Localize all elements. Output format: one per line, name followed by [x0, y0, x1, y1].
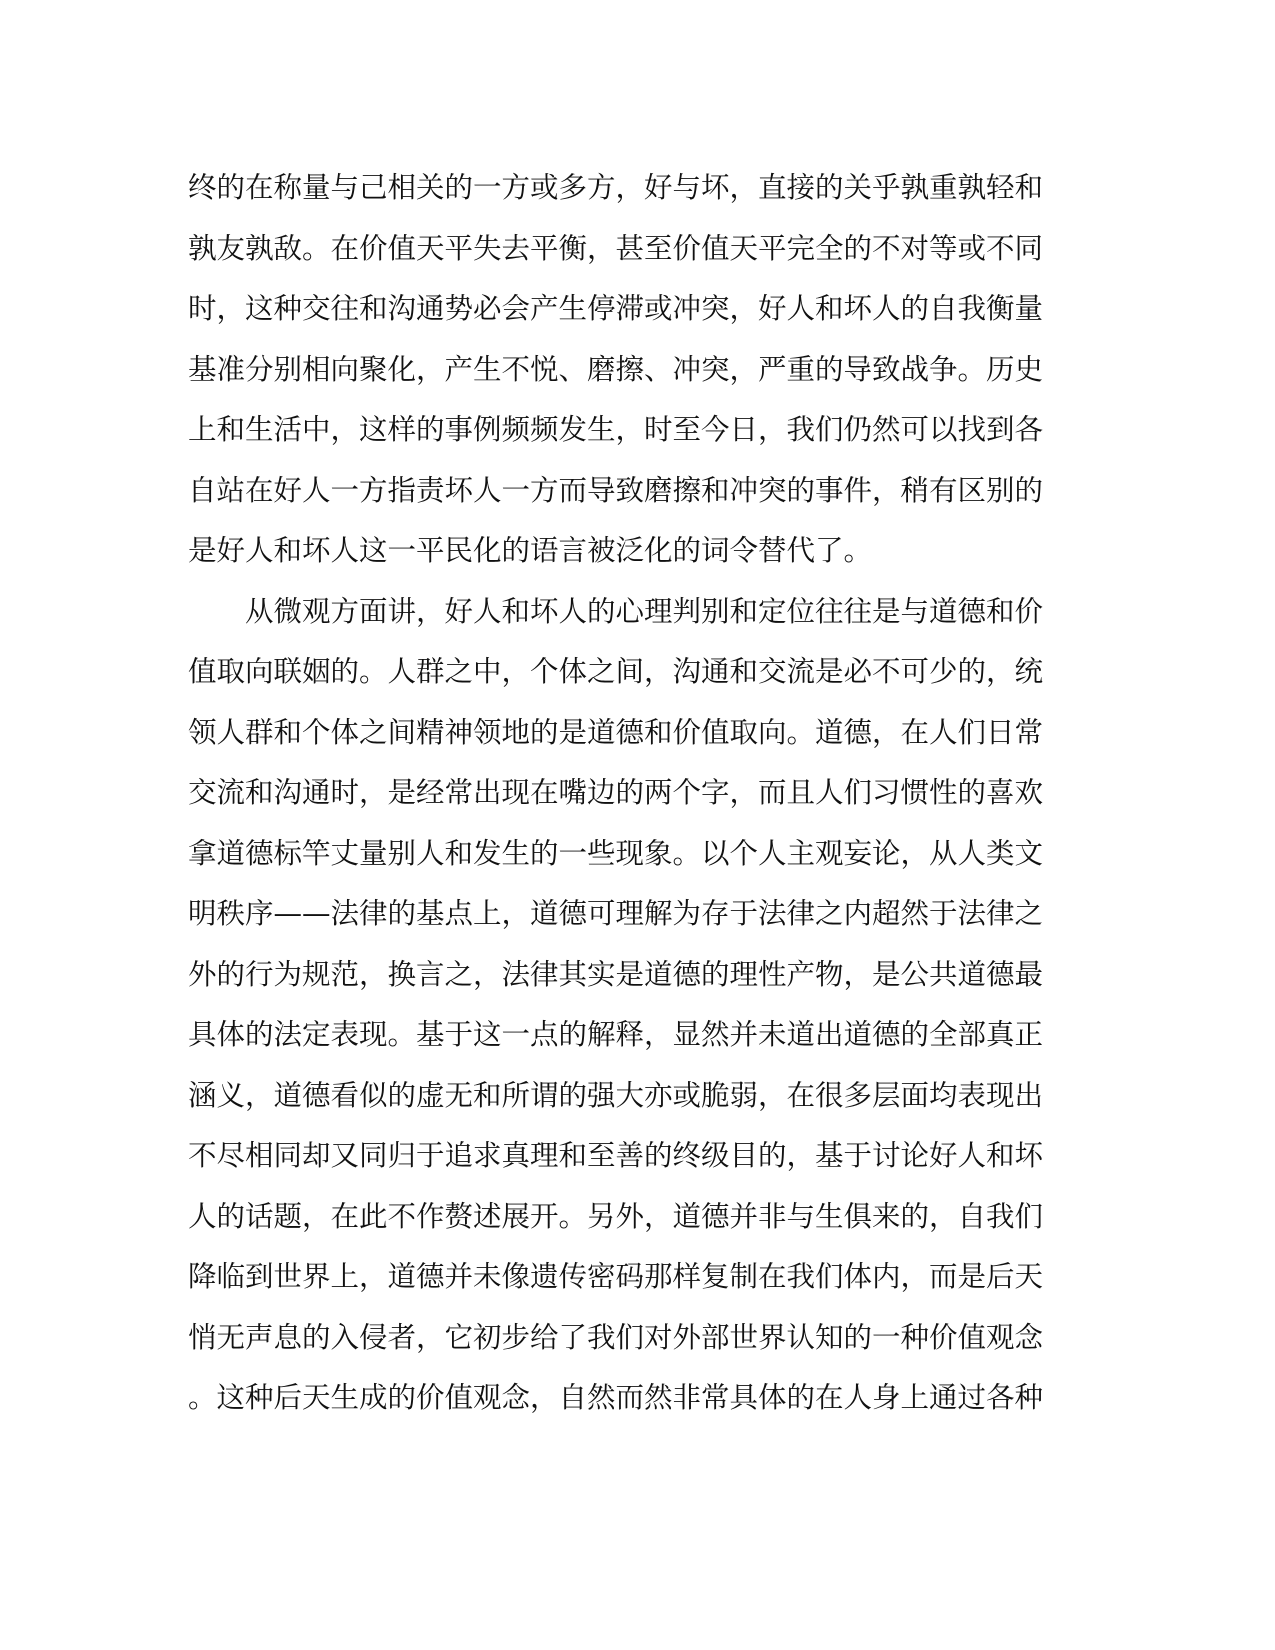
text-line: 从微观方面讲，好人和坏人的心理判别和定位往往是与道德和价	[188, 594, 1044, 628]
text-line: 上和生活中，这样的事例频频发生，时至今日，我们仍然可以找到各	[188, 413, 1044, 446]
text-line: 悄无声息的入侵者，它初步给了我们对外部世界认知的一种价值观念	[188, 1320, 1044, 1354]
text-line: 时，这种交往和沟通势必会产生停滞或冲突，好人和坏人的自我衡量	[188, 292, 1044, 325]
text-line: 交流和沟通时，是经常出现在嘴边的两个字，而且人们习惯性的喜欢	[188, 776, 1044, 809]
text-line: 自站在好人一方指责坏人一方而导致磨擦和冲突的事件，稍有区别的	[188, 473, 1044, 507]
text-line: 外的行为规范，换言之，法律其实是道德的理性产物，是公共道德最	[188, 957, 1044, 991]
text-line: 领人群和个体之间精神领地的是道德和价值取向。道德，在人们日常	[188, 715, 1044, 749]
text-line: 值取向联姻的。人群之中，个体之间，沟通和交流是必不可少的，统	[188, 655, 1044, 688]
text-line: 是好人和坏人这一平民化的语言被泛化的词令替代了。	[188, 534, 873, 567]
text-line: 人的话题，在此不作赘述展开。另外，道德并非与生俱来的，自我们	[188, 1199, 1044, 1233]
text-line: 。这种后天生成的价值观念，自然而然非常具体的在人身上通过各种	[188, 1381, 1044, 1414]
text-line: 孰友孰敌。在价值天平失去平衡，甚至价值天平完全的不对等或不同	[188, 231, 1044, 265]
text-line: 明秩序——法律的基点上，道德可理解为存于法律之内超然于法律之	[188, 897, 1044, 930]
text-line: 基准分别相向聚化，产生不悦、磨擦、冲突，严重的导致战争。历史	[188, 352, 1044, 386]
text-line: 拿道德标竿丈量别人和发生的一些现象。以个人主观妄论，从人类文	[188, 836, 1044, 870]
text-line: 涵义，道德看似的虚无和所谓的强大亦或脆弱，在很多层面均表现出	[188, 1078, 1044, 1112]
text-line: 不尽相同却又同归于追求真理和至善的终级目的，基于讨论好人和坏	[188, 1139, 1044, 1172]
text-line: 终的在称量与己相关的一方或多方，好与坏，直接的关乎孰重孰轻和	[188, 171, 1044, 204]
text-line: 降临到世界上，道德并未像遗传密码那样复制在我们体内，而是后天	[188, 1260, 1044, 1293]
text-line: 具体的法定表现。基于这一点的解释，显然并未道出道德的全部真正	[188, 1018, 1044, 1051]
body-text	[188, 158, 1068, 1429]
